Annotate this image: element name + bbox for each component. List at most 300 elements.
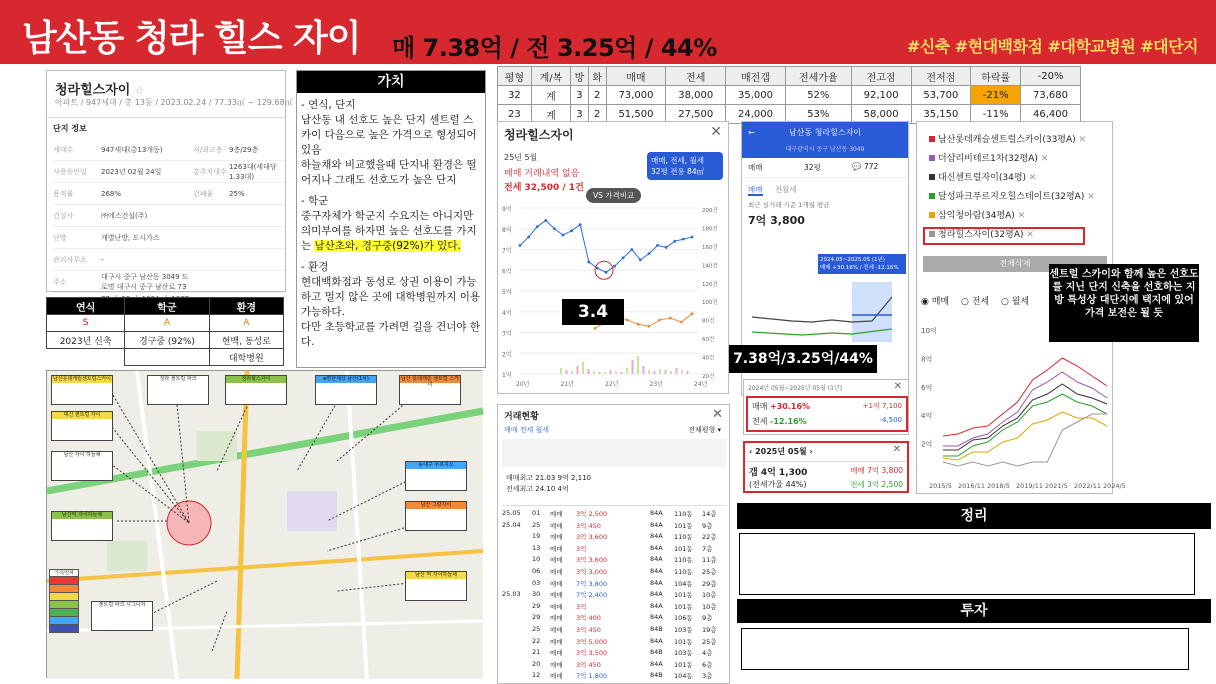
stats-header: 전저점 <box>911 67 971 86</box>
value-p4: - 학군 <box>301 195 329 207</box>
y2-tick-label: 40건 <box>702 355 715 362</box>
value-p1: - 연식, 단지 <box>301 99 356 111</box>
y-tick-label: 8억 <box>502 226 512 234</box>
section-title: 단지 정보 <box>53 124 87 133</box>
trx-cell: 30 <box>532 590 541 599</box>
value-p6: - 환경 <box>301 261 329 273</box>
pyeong-label: 32평 <box>651 167 668 176</box>
value-p3: 하늘채와 비교했을때 단지내 환경은 떨어지나 그래도 선호도가 높은 단지 <box>301 159 477 186</box>
compare-series-line <box>943 358 1107 436</box>
trx-cell: 110동 <box>674 556 693 565</box>
score-note-extra: 대학병원 <box>209 349 283 366</box>
trx-cell: 매매 <box>550 626 563 634</box>
stats-cell: 32 <box>498 86 532 105</box>
info-row <box>53 227 285 249</box>
data-point <box>605 271 608 274</box>
compare-highlight-box <box>923 227 1085 245</box>
map-label-title: 남산롯데캐슬센트럴스카이 <box>53 376 111 382</box>
score-note: 현백, 동성로 <box>209 332 283 349</box>
change-sale-label: 매매 <box>752 402 768 411</box>
compare-item[interactable] <box>929 132 1086 145</box>
trx-filter[interactable]: 전체평형 ▾ <box>688 426 721 434</box>
remove-icon[interactable]: ✕ <box>1084 192 1095 202</box>
radio-monthly-label: 월세 <box>1011 297 1030 307</box>
star-icon[interactable]: ☆ <box>134 84 145 97</box>
color-swatch <box>929 136 935 142</box>
value-heading: 가치 <box>297 71 485 93</box>
info-v: ㈜에스건설(주) <box>101 211 148 220</box>
value-p5 <box>301 209 481 254</box>
chevron-right-icon[interactable]: › <box>809 447 813 456</box>
clear-all-button[interactable]: 전체삭제 <box>923 256 1107 272</box>
stats-header: 매매 <box>606 67 666 86</box>
radio-rent-label: 전세 <box>971 297 990 307</box>
y-tick-label: 9억 <box>502 206 512 213</box>
trade-type-selector[interactable] <box>647 152 723 180</box>
x-tick-label: 2016/11 <box>958 482 986 490</box>
stats-header: 평형 <box>498 67 532 86</box>
y2-tick-label: 180건 <box>702 226 718 233</box>
trx-cell: 104동 <box>674 672 693 681</box>
value-p2: 남산동 내 선호도 높은 단지 센트럴 스카이 다음으로 높은 가격으로 형성되어 있음 <box>301 114 477 156</box>
stats-cell: 계 <box>531 105 570 124</box>
value-body <box>297 93 485 355</box>
stats-header: 전고점 <box>851 67 911 86</box>
y2-tick-label: 100건 <box>702 300 718 307</box>
change-sale-pct: +30.16% <box>770 402 811 411</box>
map-label[interactable] <box>225 375 287 405</box>
y-tick-label: 4억 <box>502 309 512 317</box>
header-bar <box>0 0 1216 64</box>
legend-row <box>49 593 79 601</box>
change-sale-row <box>752 401 810 412</box>
trx-tabs[interactable]: 매매 전세 월세 <box>504 426 550 434</box>
info-v: 947세대(총13개동) <box>101 145 163 154</box>
info-k: 관리사무소 <box>53 255 87 264</box>
value-p8: 다만 초등학교를 가려면 길을 건너야 한다. <box>301 321 480 348</box>
trx-cell: 4층 <box>702 649 713 658</box>
y-tick-label: 6억 <box>921 383 933 392</box>
data-point <box>647 325 650 328</box>
back-arrow-icon[interactable]: ← <box>748 128 755 137</box>
score-table <box>46 297 284 366</box>
y-tick-label: 6억 <box>502 268 512 276</box>
value-p7: 현대백화점과 동성로 상권 이용이 가능하고 멀지 않은 곳에 대학병원까지 이용 가능하다. <box>301 276 480 318</box>
transaction-panel <box>497 404 730 684</box>
mobile-tab-sale[interactable]: 매매 <box>748 185 763 194</box>
trx-cell: 29 <box>532 613 541 622</box>
trx-cell: 22층 <box>702 533 717 542</box>
compare-series-line <box>943 414 1107 466</box>
comment-icon[interactable]: 💬 <box>852 162 862 171</box>
trx-cell: 84A <box>650 509 663 517</box>
trx-cell: 84B <box>650 671 663 680</box>
color-swatch <box>929 212 935 218</box>
map-label[interactable] <box>405 571 467 601</box>
map-label-title: 청라힐스자이 <box>226 376 286 383</box>
trx-row[interactable] <box>502 579 726 591</box>
compare-series-line <box>943 384 1107 450</box>
trx-row[interactable] <box>502 648 726 660</box>
data-point <box>665 246 668 249</box>
trx-row[interactable] <box>502 509 726 521</box>
mobile-recent-label: 최근 실거래 기준 1개월 평균 <box>748 201 830 209</box>
remove-icon[interactable]: ✕ <box>1075 135 1087 145</box>
remove-icon[interactable]: ✕ <box>1023 230 1034 240</box>
trx-cell: 3억 <box>576 602 587 611</box>
map-label[interactable] <box>405 461 467 491</box>
info-row <box>53 139 285 161</box>
volume-bar <box>571 371 573 374</box>
trx-cell: 103동 <box>674 649 693 658</box>
trx-cell: 84B <box>650 625 663 633</box>
map-label[interactable] <box>147 375 209 405</box>
trx-cell: 03 <box>532 578 541 587</box>
mobile-filter-bar <box>742 158 908 178</box>
color-swatch <box>929 193 935 199</box>
info-k: 주소 <box>53 277 67 286</box>
volume-bar <box>626 368 628 374</box>
stats-cell: 27,500 <box>666 105 726 124</box>
info-v2: 25% <box>229 189 245 198</box>
map-label-title: 남산 자이 하늘채 <box>52 452 112 459</box>
stats-header: 전세가율 <box>785 67 851 86</box>
info-k: 세대수 <box>53 145 74 154</box>
trx-row[interactable] <box>502 602 726 614</box>
x-tick-label: 2021/5 <box>1045 482 1068 490</box>
close-icon[interactable]: ✕ <box>893 381 902 392</box>
stats-cell: 53% <box>785 105 851 124</box>
x-tick-label: 2018/5 <box>987 482 1010 490</box>
mobile-filter-sale[interactable]: 매매 <box>748 163 763 172</box>
volume-bar <box>615 371 617 374</box>
trx-row[interactable] <box>502 567 726 579</box>
trx-cell: 매매 <box>550 533 563 542</box>
color-swatch <box>929 155 935 161</box>
chevron-left-icon[interactable]: ‹ <box>749 447 753 456</box>
info-v2: 1263대(세대당 1.33대) <box>229 162 277 181</box>
data-point <box>596 267 599 270</box>
stats-cell: 38,000 <box>666 86 726 105</box>
close-icon[interactable]: ✕ <box>892 444 901 455</box>
data-point <box>536 225 539 228</box>
map-label-title: 남산 역 자이하늘채 <box>406 572 466 579</box>
score-note: 경구중 (92%) <box>125 332 209 349</box>
complex-info-card <box>46 70 293 292</box>
trx-row[interactable] <box>502 532 726 544</box>
legend-row <box>49 617 79 625</box>
volume-bar <box>604 372 606 374</box>
stats-cell: 23 <box>498 105 532 124</box>
trx-row[interactable] <box>502 660 726 672</box>
month-sale: 매매 7억 3,800 <box>850 466 903 475</box>
trx-cell: 3억 450 <box>576 521 601 530</box>
data-point <box>673 240 676 243</box>
x-tick-label: 2024/5 <box>1103 482 1126 490</box>
price-line-chart <box>498 202 730 392</box>
trx-summary1: 매매최고 21.03 9억 2,110 <box>506 474 592 482</box>
change-rent-amt: -4,500 <box>879 416 902 424</box>
data-point <box>613 265 616 268</box>
annotation-label: 3.4 <box>562 299 624 325</box>
trx-cell: 매매 <box>550 521 563 530</box>
trx-cell: 3억 3,500 <box>576 649 608 658</box>
stats-cell: 2 <box>588 86 606 105</box>
remove-icon[interactable]: ✕ <box>1037 154 1049 164</box>
map-label-title: 남산 롯데캐슬 센트럴 스카이 <box>401 376 459 388</box>
compare-series-line <box>943 394 1107 456</box>
trx-cell: 3억 3,600 <box>576 533 608 542</box>
compare-item-name: 더샵리비테르1차(32평A) <box>938 154 1038 164</box>
data-point <box>658 319 661 322</box>
info-row <box>53 161 285 183</box>
volume-bar <box>610 370 612 374</box>
trx-cell: 110동 <box>674 568 693 576</box>
compare-item[interactable] <box>929 189 1095 202</box>
map-label[interactable] <box>51 451 113 481</box>
divider <box>47 117 285 118</box>
close-icon[interactable]: ✕ <box>710 124 722 140</box>
compare-item[interactable] <box>929 208 1025 221</box>
stats-cell: 73,000 <box>606 86 666 105</box>
info-k: 사용승인일 <box>53 167 87 176</box>
stats-cell: 2 <box>588 105 606 124</box>
trx-cell: 매매 <box>550 660 563 669</box>
map-label[interactable] <box>399 375 461 405</box>
page-title: 남산동 청라 힐스 자이 <box>22 18 361 59</box>
trx-row[interactable] <box>502 637 726 649</box>
area-map[interactable] <box>46 370 482 678</box>
mobile-title: 남산동 청라힐스자이 <box>788 128 862 137</box>
y-tick-label: 10억 <box>921 327 937 335</box>
close-icon[interactable]: ✕ <box>712 407 723 422</box>
trx-cell: 20 <box>532 659 541 668</box>
trx-cell: 25 <box>532 520 541 529</box>
compare-item[interactable] <box>929 151 1048 164</box>
trx-row[interactable] <box>502 555 726 567</box>
volume-bar <box>593 371 595 374</box>
radio-sale-label: 매매 <box>931 297 950 307</box>
data-point <box>553 227 556 230</box>
data-point <box>691 236 694 239</box>
summary-body[interactable] <box>739 533 1195 595</box>
y-tick-label: 4억 <box>921 412 933 421</box>
invest-body[interactable] <box>741 628 1189 670</box>
x-tick-label: 23년 <box>649 381 663 388</box>
trx-row[interactable] <box>502 613 726 625</box>
x-tick-label: 21년 <box>560 381 574 388</box>
trx-cell: 3억 2,500 <box>576 510 608 518</box>
compare-item-name: 청라힐스자이(32평A) <box>938 230 1024 240</box>
data-point <box>682 238 685 241</box>
trx-cell: 매매 <box>550 637 563 646</box>
trade-type-label: 매매, 전세, 월세 <box>651 156 705 165</box>
stats-cell: -11% <box>971 105 1021 124</box>
score-empty <box>47 349 125 366</box>
stats-cell: 58,000 <box>851 105 911 124</box>
price-ratio-label: 7.38억/3.25억/44% <box>729 345 877 373</box>
change-range: 2024년 05월~2025년 05월 (1년) <box>748 385 843 392</box>
trx-cell: 매매 <box>550 649 563 658</box>
complex-summary: 아파트 / 947세대 / 총 13동 / 2023.02.24 / 77.33㎡ ~ 129.68㎡ <box>55 98 293 107</box>
volume-bar <box>577 366 579 374</box>
trx-cell: 매매 <box>550 672 563 681</box>
month-rent: 전세 3억 2,500 <box>850 480 903 489</box>
compare-chart <box>917 322 1126 492</box>
month-title <box>749 446 813 457</box>
stats-header: -20% <box>1021 67 1081 86</box>
trx-cell: 84A <box>650 636 663 645</box>
volume-bar <box>632 360 634 374</box>
score-grade: A <box>125 315 209 332</box>
trx-cell: 101동 <box>674 521 693 530</box>
trx-cell: 3억 3,600 <box>576 556 608 565</box>
map-label-title: 대신 센트럴 자이 <box>52 412 112 419</box>
y2-tick-label: 80건 <box>702 318 715 325</box>
chart-no-trade: 매매 거래내역 없음 <box>504 169 580 179</box>
trx-cell: 3억 450 <box>576 660 601 669</box>
vs-compare-button[interactable]: VS 가격비교 <box>586 188 641 203</box>
trx-cell: 101동 <box>674 660 693 669</box>
trx-cell: 3억 <box>576 544 587 553</box>
compare-item[interactable] <box>929 170 1036 183</box>
trx-cell: 21 <box>532 648 541 657</box>
month-box <box>743 441 909 493</box>
data-point <box>680 321 683 324</box>
info-v2: 9층/29층 <box>229 145 259 154</box>
map-label[interactable] <box>51 375 113 405</box>
x-tick-label: 24년 <box>694 381 708 388</box>
info-k: 건설사 <box>53 211 74 220</box>
trx-row[interactable] <box>502 625 726 637</box>
volume-bar <box>588 369 590 374</box>
hashtags: #신축 #현대백화점 #대학교병원 #대단지 <box>906 37 1198 56</box>
volume-bar <box>621 372 623 374</box>
trx-row[interactable] <box>502 671 726 683</box>
compare-item-name: 삼익청아람(34평A) <box>938 211 1015 221</box>
data-point <box>626 319 629 322</box>
stats-cell: 24,000 <box>726 105 786 124</box>
legend-row <box>49 577 79 585</box>
month-ratio: (전세가율 44%) <box>749 480 807 489</box>
mobile-filter-pyeong[interactable]: 32평 <box>804 163 821 172</box>
x-tick-label: 20년 <box>516 381 530 388</box>
data-point <box>579 223 582 226</box>
trx-cell: 84A <box>650 601 663 610</box>
volume-bar <box>665 370 667 374</box>
trx-row[interactable] <box>502 590 726 602</box>
trx-cell: 101동 <box>674 637 693 646</box>
stats-row <box>498 86 1081 105</box>
trx-cell: 매매 <box>550 510 563 518</box>
data-point <box>519 244 522 247</box>
trx-cell: 3억 3,000 <box>576 568 608 576</box>
map-label-title: 동대구 푸르지오 <box>406 462 466 469</box>
radio-sale[interactable]: ◉ 매매 <box>921 297 950 307</box>
map-label[interactable] <box>91 601 153 631</box>
stats-header: 방 <box>571 67 589 86</box>
volume-bar <box>560 368 562 374</box>
remove-icon[interactable]: ✕ <box>1014 211 1026 221</box>
trx-cell: 84B <box>650 648 663 657</box>
trx-cell: 25.04 <box>502 520 521 529</box>
y-tick-label: 7억 <box>502 247 512 255</box>
stats-cell: 46,400 <box>1021 105 1081 124</box>
trx-cell: 13 <box>532 543 541 552</box>
trx-cell: 84A <box>650 555 663 564</box>
change-rent-pct: -12.16% <box>770 417 807 426</box>
map-label[interactable] <box>405 501 467 531</box>
compare-item-name: 달성파크푸르지오힐스테이트(32평A) <box>938 192 1085 202</box>
stats-cell: 53,700 <box>911 86 971 105</box>
y2-tick-label: 140건 <box>702 263 718 270</box>
month-label: 2025년 05월 <box>755 447 807 456</box>
map-label[interactable] <box>51 411 113 441</box>
trx-cell: 25.03 <box>502 590 521 599</box>
radio-rent[interactable]: ○ 전세 <box>961 297 990 307</box>
mobile-price: 7억 3,800 <box>748 214 805 227</box>
trx-cell: 12 <box>532 671 541 680</box>
map-label[interactable] <box>51 511 113 541</box>
trx-cell: 매매 <box>550 602 563 611</box>
stats-cell: 3 <box>571 105 589 124</box>
trx-cell: 106동 <box>674 614 693 623</box>
map-label[interactable] <box>315 375 377 405</box>
change-panel <box>743 379 909 435</box>
trx-size-grid <box>502 439 726 467</box>
trx-cell: 19 <box>532 532 541 541</box>
y-tick-label: 2억 <box>921 440 933 449</box>
stats-header: 계/복 <box>531 67 570 86</box>
month-gap: 갭 4억 1,300 <box>749 468 808 478</box>
x-tick-label: 22년 <box>605 381 619 388</box>
stats-cell: 계 <box>531 86 570 105</box>
legend-row <box>49 585 79 593</box>
value-p5-text: 중구자체가 학군지 수요지는 아니지만 의미부여를 하자면 높은 선호도를 가지는 <box>301 210 477 252</box>
mobile-range: 2024.05~2025.05 (1년) <box>820 257 885 263</box>
trx-cell: 25층 <box>702 637 717 646</box>
map-label-title: 청라 센트럴 파크 <box>148 376 208 383</box>
legend-row <box>49 625 79 633</box>
legend-row <box>49 601 79 609</box>
info-v: 268% <box>101 189 122 198</box>
stats-cell: 52% <box>785 86 851 105</box>
volume-bar <box>654 371 656 374</box>
change-sale-amt: +1억 7,100 <box>862 402 902 410</box>
change-rent-label: 전세 <box>752 417 768 426</box>
map-label-title: 남산역 자이하늘채 <box>52 512 112 519</box>
mobile-tab-rent[interactable]: 전월세 <box>774 185 797 194</box>
trx-cell: 9층 <box>702 521 713 530</box>
trx-cell: 84A <box>650 578 663 587</box>
data-point <box>527 236 530 239</box>
data-point <box>639 258 642 261</box>
x-tick-label: 2019/11 <box>1016 482 1044 490</box>
y-tick-label: 3억 <box>502 330 512 338</box>
trx-row[interactable] <box>502 521 726 533</box>
map-label-title: 남산 그랑자이 <box>406 502 466 509</box>
remove-icon[interactable]: ✕ <box>1026 173 1037 183</box>
info-k2: 건폐율 <box>193 189 214 198</box>
trx-cell: 110동 <box>674 533 693 542</box>
volume-bar <box>648 370 650 374</box>
trx-cell: 7층 <box>702 544 713 553</box>
change-rent-row <box>752 416 807 427</box>
radio-monthly[interactable]: ○ 월세 <box>1001 297 1030 307</box>
score-grade: A <box>209 315 283 332</box>
data-point <box>587 261 590 264</box>
trx-row[interactable] <box>502 544 726 556</box>
